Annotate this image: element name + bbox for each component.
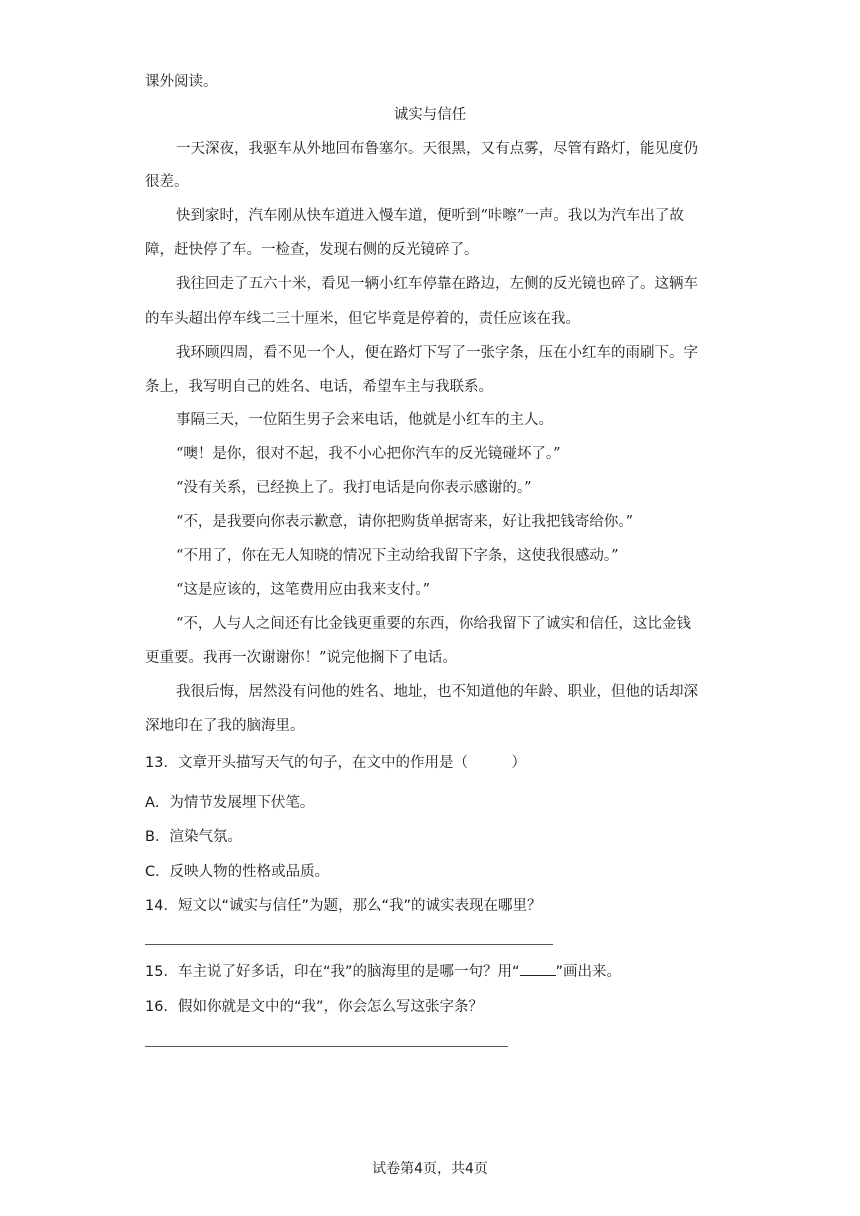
section-intro: 课外阅读。 [145, 74, 218, 90]
passage-line: “不，是我要向你表示歉意，请你把购货单据寄来，好让我把钱寄给你。” [176, 514, 634, 530]
passage-line: 我往回走了五六十米，看见一辆小红车停靠在路边，左侧的反光镜也碎了。这辆车 [176, 276, 698, 292]
question-13-option-a: A．为情节发展埋下伏笔。 [145, 795, 315, 811]
passage-line: 事隔三天，一位陌生男子会来电话，他就是小红车的主人。 [176, 412, 553, 428]
question-13-option-b: B．渲染气氛。 [145, 829, 242, 845]
question-14-answer-line[interactable] [145, 944, 553, 945]
question-16: 16．假如你就是文中的“我”，你会怎么写这张字条？ [145, 999, 483, 1015]
passage-line: “这是应该的，这笔费用应由我来支付。” [176, 582, 431, 598]
question-16-answer-line[interactable] [145, 1046, 508, 1047]
page-footer: 试卷第4页，共4页 [372, 1161, 488, 1177]
passage-line: 更重要。我再一次谢谢你！”说完他搁下了电话。 [145, 650, 457, 666]
passage-title: 诚实与信任 [393, 107, 467, 123]
passage-line: “不，人与人之间还有比金钱更重要的东西，你给我留下了诚实和信任，这比金钱 [176, 616, 691, 632]
passage-line: 条上，我写明自己的姓名、电话，希望车主与我联系。 [145, 379, 493, 395]
question-15-text-end: ”画出来。 [555, 964, 622, 980]
passage-line: 障，赶快停了车。一检查，发现右侧的反光镜碎了。 [145, 242, 479, 258]
passage-line: 快到家时，汽车刚从快车道进入慢车道，便听到“咔嚓”一声。我以为汽车出了故 [176, 208, 684, 224]
passage-line: 很差。 [145, 174, 189, 190]
question-15-underline-sample [520, 961, 556, 976]
question-13-option-c: C．反映人物的性格或品质。 [145, 864, 330, 880]
passage-line: 深地印在了我的脑海里。 [145, 718, 305, 734]
question-13: 13．文章开头描写天气的句子，在文中的作用是（ ） [145, 755, 526, 771]
passage-line: 一天深夜，我驱车从外地回布鲁塞尔。天很黑，又有点雾，尽管有路灯，能见度仍 [176, 141, 698, 157]
passage-line: 的车头超出停车线二三十厘米，但它毕竟是停着的，责任应该在我。 [145, 311, 580, 327]
passage-line: “不用了，你在无人知晓的情况下主动给我留下字条，这使我很感动。” [176, 548, 619, 564]
question-15 [145, 961, 715, 983]
passage-line: 我环顾四周，看不见一个人，便在路灯下写了一张字条，压在小红车的雨刷下。字 [176, 345, 698, 361]
question-15-text-start: 15．车主说了好多话，印在“我”的脑海里的是哪一句？用“ [145, 964, 520, 980]
passage-line: “噢！是你，很对不起，我不小心把你汽车的反光镜碰坏了。” [176, 446, 561, 462]
passage-line: “没有关系，已经换上了。我打电话是向你表示感谢的。” [176, 480, 532, 496]
passage-line: 我很后悔，居然没有问他的姓名、地址，也不知道他的年龄、职业，但他的话却深 [176, 684, 698, 700]
question-14: 14．短文以“诚实与信任”为题，那么“我”的诚实表现在哪里？ [145, 898, 542, 914]
